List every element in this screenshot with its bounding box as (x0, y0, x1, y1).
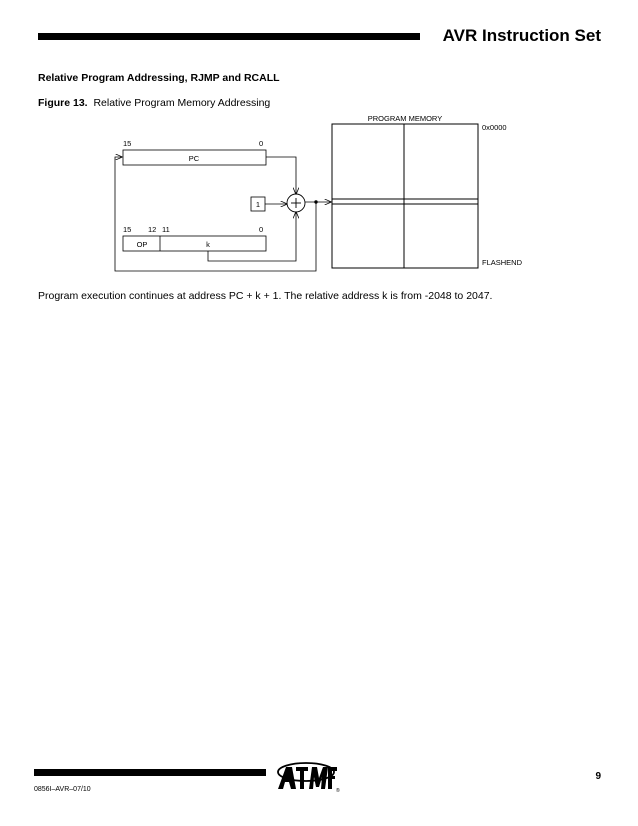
header-title: AVR Instruction Set (442, 26, 601, 45)
junction-dot (314, 200, 317, 203)
signal-paths (115, 157, 331, 271)
body-paragraph: Program execution continues at address PC + k + 1. The relative address k is from -2048 to 2047. (38, 290, 493, 302)
instruction-lsb-label: 0 (259, 225, 264, 234)
op-field-label: OP (136, 240, 148, 249)
program-memory-label: PROGRAM MEMORY (367, 114, 443, 123)
pc-label: PC (188, 154, 200, 163)
adder-symbol (287, 194, 305, 212)
document-number: 0856I–AVR–07/10 (34, 786, 91, 793)
atmel-logo (274, 760, 340, 794)
instruction-msb-label: 15 (123, 225, 132, 234)
svg-text:®: ® (336, 788, 340, 794)
k-field-label: k (206, 240, 210, 249)
k-msb-label: 11 (162, 225, 170, 234)
pc-lsb-label: 0 (259, 139, 264, 148)
address-start-label: 0x0000 (482, 123, 507, 132)
constant-one-label: 1 (255, 200, 261, 209)
op-lsb-label: 12 (148, 225, 157, 234)
pc-msb-label: 15 (123, 139, 132, 148)
section-heading: Relative Program Addressing, RJMP and RCALL (38, 72, 280, 84)
figure-number: Figure 13. (38, 97, 88, 109)
flashend-label: FLASHEND (482, 258, 523, 267)
page-number: 9 (595, 771, 601, 782)
program-memory-block (332, 124, 478, 268)
figure-title: Relative Program Memory Addressing (93, 97, 271, 109)
footer-rule (34, 769, 266, 776)
